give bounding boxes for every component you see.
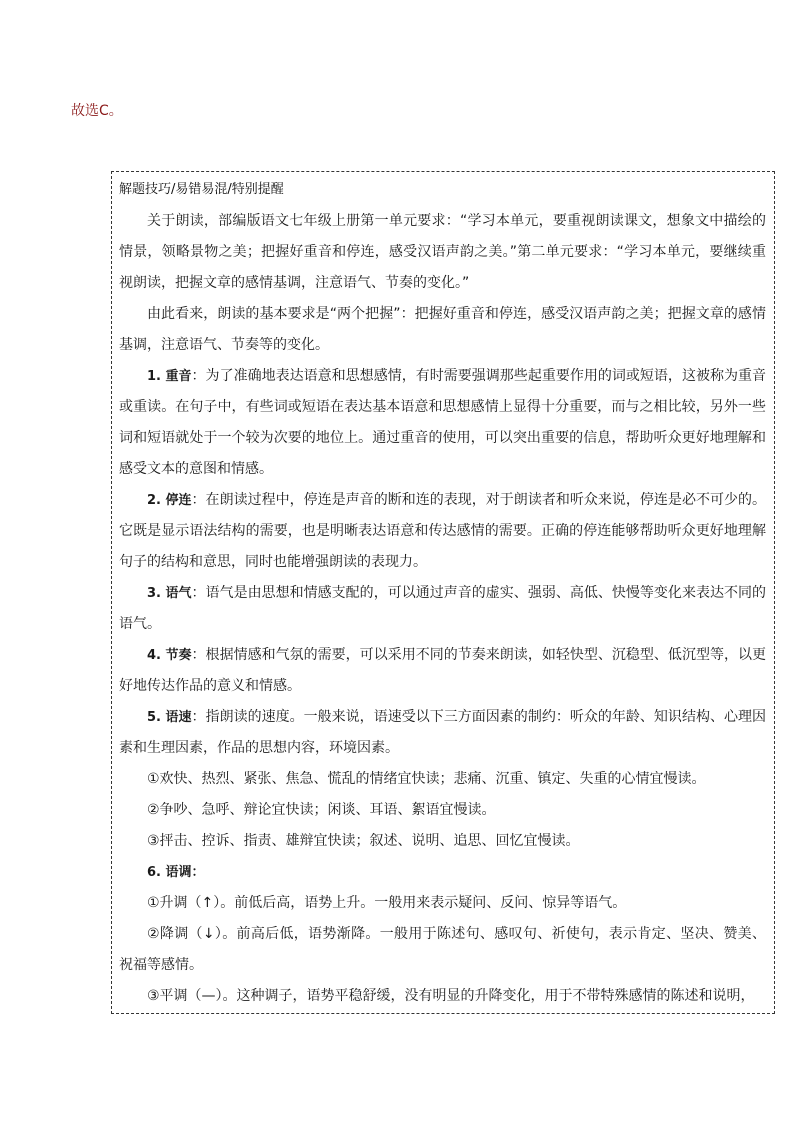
list-item: ①升调（↑）。前低后高，语势上升。一般用来表示疑问、反问、惊异等语气。 (147, 895, 627, 911)
list-item: ②争吵、急呼、辩论宜快读；闲谈、耳语、絮语宜慢读。 (147, 802, 496, 818)
section-text: ：根据情感和气氛的需要，可以采用不同的节奏来朗读，如轻快型、沉稳型、低沉型等，以更好地传达作品的意义和情感。 (119, 647, 766, 694)
summary-paragraph: 由此看来，朗读的基本要求是“两个把握”：把握好重音和停连，感受汉语声韵之美；把握文章的感情基调，注意语气、节奏等的变化。 (119, 306, 766, 353)
answer-line: 故选C。 (71, 103, 123, 119)
section-label: 2. 停连 (147, 493, 192, 508)
section-speed (119, 702, 766, 764)
section-label: 1. 重音 (147, 369, 192, 384)
section-label: 4. 节奏 (147, 648, 192, 663)
section-rhythm (119, 640, 766, 702)
section-tone (119, 578, 766, 640)
list-item: ①欢快、热烈、紧张、焦急、慌乱的情绪宜快读；悲痛、沉重、镇定、失重的心情宜慢读。 (147, 771, 706, 787)
section-stress (119, 361, 766, 485)
tips-box (111, 171, 775, 1014)
tips-content (119, 206, 766, 1012)
section-text: ：为了准确地表达语意和思想感情，有时需要强调那些起重要作用的词或短语，这被称为重音或重读。在句子中，有些词或短语在表达基本语意和思想感情上显得十分重要，而与之相比较，另外一些词和短语就处于一个较为次要的地位上。通过重音的使用，可以突出重要的信息，帮助听众更好地理解和感受文本的意图和情感。 (119, 368, 766, 477)
list-item: ③平调（—）。这种调子，语势平稳舒缓，没有明显的升降变化，用于不带特殊感情的陈述和说明， (147, 988, 755, 1004)
section-label: 3. 语气 (147, 586, 192, 601)
list-item: ②降调（↓）。前高后低，语势渐降。一般用于陈述句、感叹句、祈使句，表示肯定、坚决、赞美、祝福等感情。 (119, 926, 766, 973)
section-label: 6. 语调 (147, 865, 192, 880)
section-pause (119, 485, 766, 578)
section-text: ：语气是由思想和情感支配的，可以通过声音的虚实、强弱、高低、快慢等变化来表达不同的语气。 (119, 585, 766, 632)
intro-paragraph: 关于朗读，部编版语文七年级上册第一单元要求：“学习本单元，要重视朗读课文，想象文中描绘的情景，领略景物之美；把握好重音和停连，感受汉语声韵之美。”第二单元要求：“学习本单元，要继续重视朗读，把握文章的感情基调，注意语气、节奏的变化。” (119, 213, 766, 291)
section-text: ：指朗读的速度。一般来说，语速受以下三方面因素的制约：听众的年龄、知识结构、心理因素和生理因素，作品的思想内容，环境因素。 (119, 709, 766, 756)
box-title: 解题技巧/易错易混/特别提醒 (119, 182, 284, 197)
list-item: ③抨击、控诉、指责、雄辩宜快读；叙述、说明、追思、回忆宜慢读。 (147, 833, 580, 849)
section-colon: ： (191, 865, 205, 880)
section-intonation (119, 857, 766, 888)
section-label: 5. 语速 (147, 710, 192, 725)
section-text: ：在朗读过程中，停连是声音的断和连的表现，对于朗读者和听众来说，停连是必不可少的。它既是显示语法结构的需要，也是明晰表达语意和传达感情的需要。正确的停连能够帮助听众更好地理解句子的结构和意思，同时也能增强朗读的表现力。 (119, 492, 766, 570)
